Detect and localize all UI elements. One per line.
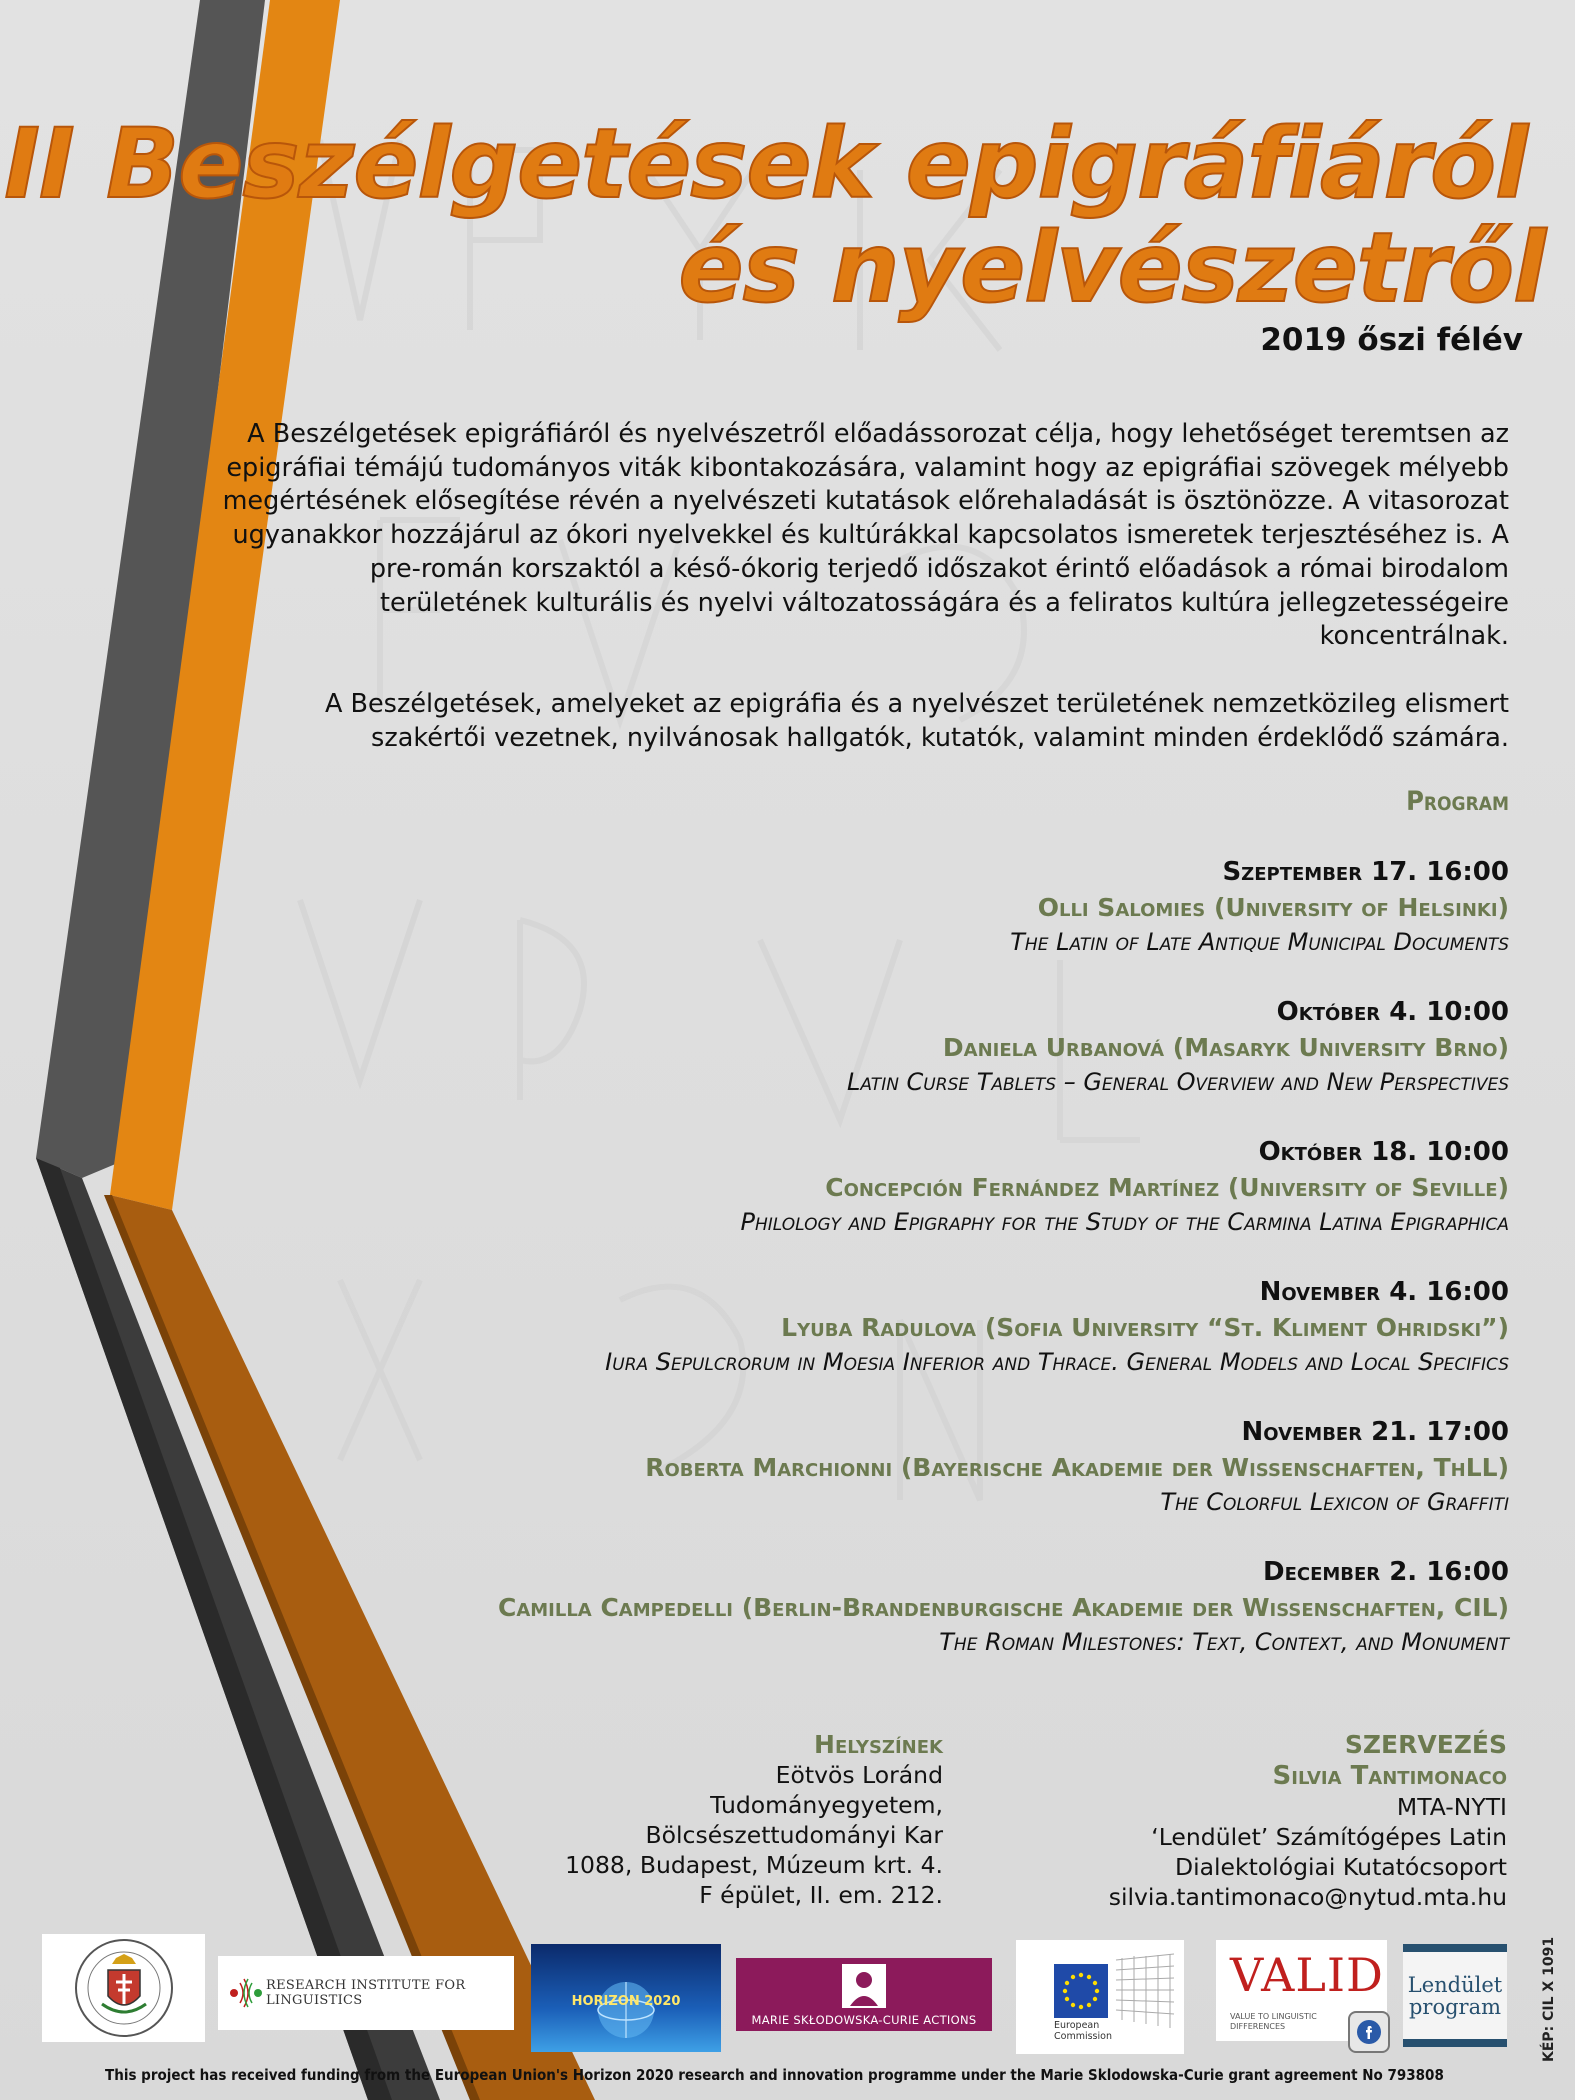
session-speaker: Olli Salomies (University of Helsinki) (1037, 893, 1509, 922)
intro-paragraph-1: A Beszélgetések epigráfiáról és nyelvészetről előadássorozat célja, hogy lehetőséget teremtsen az epigráfiai témájú tudományos viták kibontakozására, valamint hogy az epigráfiai szövegek mélyebb megértésének elősegítése révén a nyelvészeti kutatások előrehaladását is ösztönözze. A vitasorozat ugyanakkor hozzájárul az ókori nyelvekkel és kultúrákkal kapcsolatos ismeretek terjesztéséhez is. A pre-román korszaktól a késő-ókorig terjedő időszakot érintő előadások a római birodalom területének kulturális és nyelvi változatosságára és a feliratos kultúra jellegzetességeire koncentrálnak. (222, 419, 1509, 652)
vald-logo-subtitle: VALUE TO LINGUISTIC DIFFERENCES (1230, 2012, 1317, 2031)
organizer-line: Dialektológiai Kutatócsoport (1174, 1853, 1507, 1881)
berlaymont-building-icon (1112, 1950, 1178, 2030)
session-speaker: Roberta Marchionni (Bayerische Akademie der Wissenschaften, ThLL) (645, 1453, 1509, 1482)
venue-line: Eötvös Loránd (775, 1761, 943, 1789)
session-speaker: Lyuba Radulova (Sofia University “St. Kliment Ohridski”) (781, 1313, 1509, 1342)
marie-curie-actions-logo (736, 1958, 992, 2031)
photo-credit: KÉP: CIL X 1091 (1541, 1936, 1557, 2062)
european-commission-logo (1016, 1940, 1184, 2054)
ec-logo-text (1054, 2020, 1112, 2042)
session-talk-title: Latin Curse Tablets – General Overview and New Perspectives (847, 1068, 1509, 1096)
session-3 (741, 1135, 1509, 1240)
venue-block (565, 1730, 943, 1910)
session-date: December 2. 16:00 (1262, 1557, 1509, 1587)
eu-flag-icon (1054, 1964, 1108, 2018)
session-talk-title: The Colorful Lexicon of Graffiti (1160, 1488, 1509, 1516)
research-institute-linguistics-logo (218, 1956, 514, 2030)
rifl-waves-icon (224, 1976, 268, 2010)
marie-curie-portrait-icon (842, 1964, 886, 2008)
elte-seal-logo (42, 1934, 205, 2042)
organizer-block (1109, 1730, 1507, 1912)
lendulet-logo-text (1403, 1974, 1507, 2018)
session-talk-title: The Latin of Late Antique Municipal Documents (1010, 928, 1509, 956)
venue-line: 1088, Budapest, Múzeum krt. 4. (565, 1851, 943, 1879)
elte-seal-icon (42, 1934, 205, 2042)
horizon-2020-logo (531, 1944, 721, 2052)
venue-heading: Helyszínek (814, 1730, 943, 1759)
facebook-icon[interactable] (1348, 2011, 1390, 2053)
intro-paragraph-2: A Beszélgetések, amelyeket az epigráfia és a nyelvészet területének nemzetközileg elismert szakértői vezetnek, nyilvánosak hallgatók, kutatók, valamint minden érdeklődő számára. (324, 689, 1509, 753)
rifl-logo-text: RESEARCH INSTITUTE FOR LINGUISTICS (266, 1978, 466, 2008)
venue-line: Tudományegyetem, (710, 1791, 943, 1819)
vald-logo-word: VALID (1230, 1948, 1384, 2002)
session-1 (1010, 855, 1509, 960)
msca-logo-text: MARIE SKŁODOWSKA-CURIE ACTIONS (751, 2013, 977, 2027)
organizer-line: MTA-NYTI (1396, 1793, 1507, 1821)
organizer-heading: SZERVEZÉS (1344, 1730, 1507, 1759)
funding-statement: This project has received funding from the European Union's Horizon 2020 research and innovation programme under the Marie Sklodowska-Curie grant agreement No 793808 (105, 2066, 1444, 2084)
organizer-line: ‘Lendület’ Számítógépes Latin (1151, 1823, 1507, 1851)
program-heading: Program (1406, 786, 1509, 817)
session-talk-title: Iura Sepulcrorum in Moesia Inferior and Thrace. General Models and Local Specifics (605, 1348, 1509, 1376)
session-2 (847, 995, 1509, 1100)
title-line-1: II Beszélgetések epigráfiáról (4, 108, 1527, 220)
venue-line: Bölcsészettudományi Kar (645, 1821, 943, 1849)
session-speaker: Daniela Urbanová (Masaryk University Brno) (942, 1033, 1509, 1062)
session-date: November 4. 16:00 (1259, 1277, 1509, 1307)
organizer-name: Silvia Tantimonaco (1272, 1761, 1507, 1791)
lendulet-text-line: Lendület (1407, 1973, 1503, 1997)
session-date: Október 4. 10:00 (1276, 997, 1509, 1027)
session-5 (645, 1415, 1509, 1520)
session-4 (605, 1275, 1509, 1380)
session-speaker: Concepción Fernández Martínez (University of Seville) (825, 1173, 1509, 1202)
session-speaker: Camilla Campedelli (Berlin-Brandenburgische Akademie der Wissenschaften, CIL) (497, 1593, 1509, 1622)
session-talk-title: The Roman Milestones: Text, Context, and Monument (939, 1628, 1509, 1656)
lendulet-program-logo (1403, 1944, 1507, 2047)
horizon-2020-text: HORIZON 2020 (571, 1994, 681, 2009)
session-6 (498, 1555, 1509, 1660)
semester-subtitle: 2019 őszi félév (1260, 322, 1523, 358)
session-date: Október 18. 10:00 (1258, 1137, 1509, 1167)
title-line-2: és nyelvészetről (678, 212, 1545, 324)
ec-text-line: European (1054, 2020, 1100, 2031)
session-date: November 21. 17:00 (1241, 1417, 1509, 1447)
organizer-email[interactable]: silvia.tantimonaco@nytud.mta.hu (1108, 1883, 1507, 1911)
ec-text-line: Commission (1054, 2031, 1112, 2042)
lendulet-text-line: program (1408, 1995, 1502, 2019)
session-date: Szeptember 17. 16:00 (1222, 857, 1509, 887)
venue-line: F épület, II. em. 212. (699, 1881, 943, 1909)
session-talk-title: Philology and Epigraphy for the Study of the Carmina Latina Epigraphica (740, 1208, 1509, 1236)
